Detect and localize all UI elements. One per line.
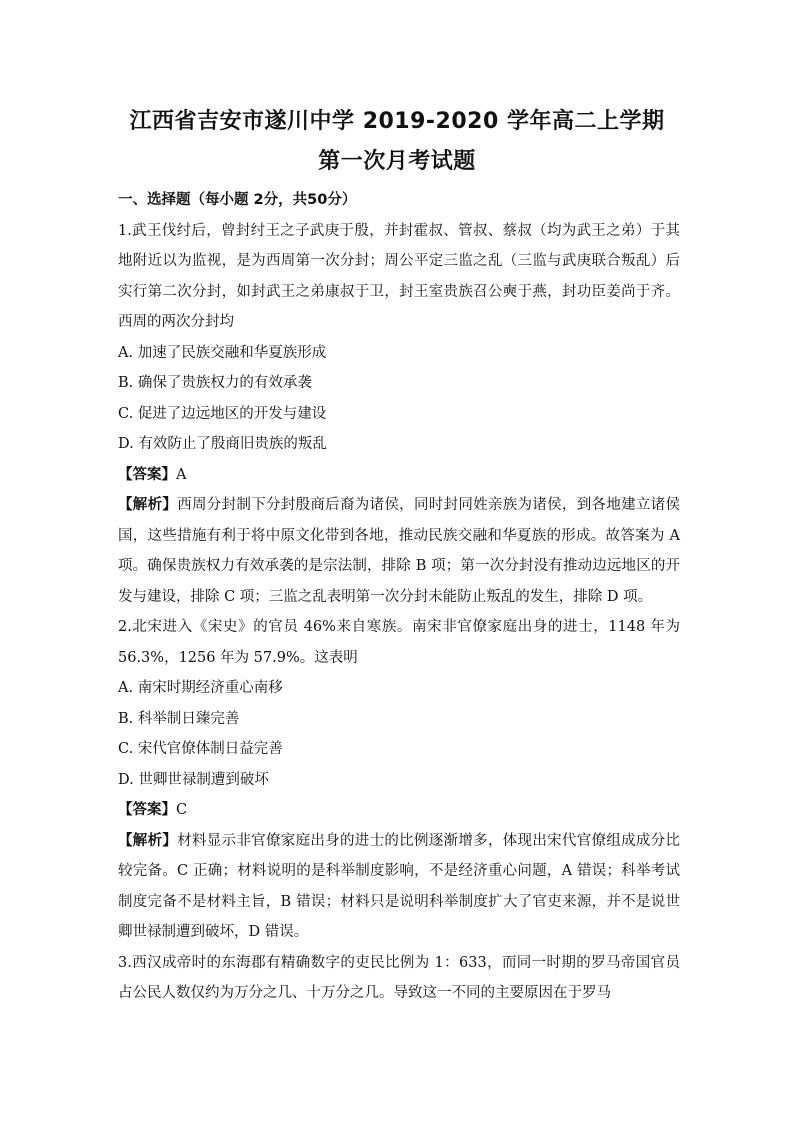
- answer-value: A: [176, 466, 187, 483]
- question-1-option-a: A. 加速了民族交融和华夏族形成: [118, 344, 327, 361]
- question-1-option-d: D. 有效防止了殷商旧贵族的叛乱: [118, 436, 327, 452]
- answer-label: 【答案】: [118, 466, 176, 483]
- question-1-analysis: [118, 490, 680, 612]
- analysis-text: 西周分封制下分封殷商后裔为诸侯，同时封同姓亲族为诸侯，到各地建立诸侯国，这些措施有利于将中原文化带到各地，推动民族交融和华夏族的形成。故答案为 A 项。确保贵族权力有效承袭的是宗法制，排除 B 项；第一次分封没有推动边远地区的开发与建设，排除 C 项；三监之乱表明第一次分封未能防止叛乱的发生，排除 D 项。: [118, 497, 681, 605]
- question-2-option-c: C. 宋代官僚体制日益完善: [118, 741, 283, 757]
- document-subtitle: 第一次月考试题: [318, 149, 476, 174]
- question-2-option-a: A. 南宋时期经济重心南移: [118, 680, 283, 696]
- section-heading: 一、选择题（每小题 2分，共50分）: [118, 192, 357, 208]
- question-1-option-c: C. 促进了边远地区的开发与建设: [118, 405, 327, 422]
- question-2-option-d: D. 世卿世禄制遭到破坏: [118, 771, 269, 788]
- question-3-stem: 3.西汉成帝时的东海郡有精确数字的吏民比例为 1：633，而同一时期的罗马帝国官员占公民人数仅约为万分之几、十万分之几。导致这一不同的主要原因在于罗马: [118, 954, 680, 1001]
- question-2-answer: [118, 795, 680, 826]
- analysis-text: 材料显示非官僚家庭出身的进士的比例逐渐增多，体现出宋代官僚组成成分比较完备。C 正确；材料说明的是科举制度影响，不是经济重心问题，A 错误；科举考试制度完备不是材料主旨，B 错误；材料只是说明科举制度扩大了官吏来源，并不是说世卿世禄制遭到破坏，D 错误。: [118, 832, 681, 940]
- analysis-label: 【解析】: [118, 497, 178, 513]
- question-2-analysis: [118, 826, 680, 948]
- document-title: 江西省吉安市遂川中学 2019-2020 学年高二上学期: [129, 109, 665, 134]
- question-1-option-b: B. 确保了贵族权力的有效承袭: [118, 375, 312, 391]
- question-1-stem: 1.武王伐纣后，曾封纣王之子武庚于殷，并封霍叔、管叔、蔡叔（均为武王之弟）于其地附近以为监视，是为西周第一次分封；周公平定三监之乱（三监与武庚联合叛乱）后实行第二次分封，如封武王之弟康叔于卫，封王室贵族召公奭于燕，封功臣姜尚于齐。西周的两次分封均: [118, 222, 680, 330]
- analysis-label: 【解析】: [118, 832, 178, 849]
- answer-label: 【答案】: [118, 802, 176, 818]
- question-2-stem: 2.北宋进入《宋史》的官员 46%来自寒族。南宋非官僚家庭出身的进士，1148 年为 56.3%，1256 年为 57.9%。这表明: [118, 619, 680, 666]
- question-1-answer: [118, 460, 680, 491]
- question-2-option-b: B. 科举制日臻完善: [118, 710, 240, 727]
- answer-value: C: [176, 802, 188, 818]
- document-body: [118, 185, 680, 1009]
